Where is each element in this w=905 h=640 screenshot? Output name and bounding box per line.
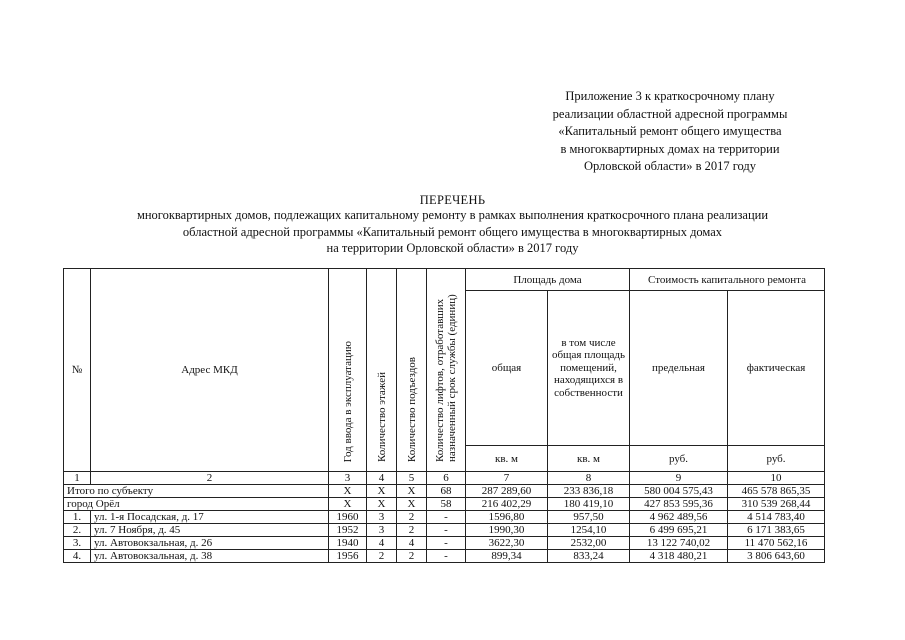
row-cost-actual: 3 806 643,60 xyxy=(728,550,825,563)
table-row xyxy=(64,537,825,550)
row-year: 1956 xyxy=(329,550,367,563)
row-cost-actual: 4 514 783,40 xyxy=(728,511,825,524)
col-number: 7 xyxy=(466,472,548,485)
total-row xyxy=(64,485,825,498)
appendix-line: Приложение 3 к краткосрочному плану xyxy=(565,89,775,103)
document-title: ПЕРЕЧЕНЬ xyxy=(419,193,486,207)
row-year: 1940 xyxy=(329,537,367,550)
city-label: город Орёл xyxy=(64,498,329,511)
row-area-total: 1596,80 xyxy=(466,511,548,524)
appendix-line: реализации областной адресной программы xyxy=(552,106,788,121)
row-address: ул. 7 Ноября, д. 45 xyxy=(91,524,329,537)
city-total-row xyxy=(64,498,825,511)
header-num: № xyxy=(64,269,91,472)
unit-area-total: кв. м xyxy=(466,446,548,472)
header-address: Адрес МКД xyxy=(91,269,329,472)
subtitle-line: многоквартирных домов, подлежащих капитальному ремонту в рамках выполнения краткосрочного плана реализации xyxy=(136,208,769,222)
col-number: 9 xyxy=(630,472,728,485)
row-floors: 3 xyxy=(367,524,397,537)
total-cost-max: 580 004 575,43 xyxy=(630,485,728,498)
subtitle-line: областной адресной программы «Капитальный ремонт общего имущества в многоквартирных домах xyxy=(182,224,723,239)
header-cost-group: Стоимость капитального ремонта xyxy=(630,269,825,291)
row-lifts: - xyxy=(427,511,466,524)
total-label: Итого по субъекту xyxy=(64,485,329,498)
city-entrances: Х xyxy=(397,498,427,511)
row-address: ул. Автовокзальная, д. 26 xyxy=(91,537,329,550)
houses-table xyxy=(63,268,825,563)
row-area-owned: 1254,10 xyxy=(548,524,630,537)
row-address: ул. 1-я Посадская, д. 17 xyxy=(91,511,329,524)
col-number: 3 xyxy=(329,472,367,485)
total-entrances: Х xyxy=(397,485,427,498)
row-cost-max: 13 122 740,02 xyxy=(630,537,728,550)
row-area-owned: 2532,00 xyxy=(548,537,630,550)
table-row xyxy=(64,550,825,563)
table-row xyxy=(64,511,825,524)
row-lifts: - xyxy=(427,537,466,550)
unit-cost-max: руб. xyxy=(630,446,728,472)
header-area-total: общая xyxy=(466,291,548,446)
total-year: Х xyxy=(329,485,367,498)
row-area-owned: 957,50 xyxy=(548,511,630,524)
row-cost-max: 4 962 489,56 xyxy=(630,511,728,524)
document-subtitle xyxy=(40,207,865,257)
total-cost-actual: 465 578 865,35 xyxy=(728,485,825,498)
column-numbers-row xyxy=(64,472,825,485)
col-number: 2 xyxy=(91,472,329,485)
header-row-1 xyxy=(64,269,825,291)
city-cost-max: 427 853 595,36 xyxy=(630,498,728,511)
header-lifts xyxy=(427,269,466,472)
row-cost-max: 6 499 695,21 xyxy=(630,524,728,537)
row-num: 4. xyxy=(64,550,91,563)
appendix-line: в многоквартирных домах на территории xyxy=(560,141,780,156)
col-number: 8 xyxy=(548,472,630,485)
row-area-total: 899,34 xyxy=(466,550,548,563)
city-year: Х xyxy=(329,498,367,511)
appendix-line: Орловской области» в 2017 году xyxy=(583,159,757,173)
header-floors xyxy=(367,269,397,472)
table-row xyxy=(64,524,825,537)
col-number: 10 xyxy=(728,472,825,485)
header-entrances-label: Количество подъездов xyxy=(405,356,418,462)
row-entrances: 4 xyxy=(397,537,427,550)
total-lifts: 68 xyxy=(427,485,466,498)
header-entrances xyxy=(397,269,427,472)
row-entrances: 2 xyxy=(397,524,427,537)
appendix-line: «Капитальный ремонт общего имущества xyxy=(558,124,782,138)
row-num: 3. xyxy=(64,537,91,550)
row-cost-actual: 11 470 562,16 xyxy=(728,537,825,550)
appendix-note xyxy=(520,88,820,176)
header-lifts-label: Количество лифтов, отработавших назначенный срок службы (единиц) xyxy=(434,294,458,462)
col-number: 4 xyxy=(367,472,397,485)
row-floors: 4 xyxy=(367,537,397,550)
unit-cost-actual: руб. xyxy=(728,446,825,472)
row-entrances: 2 xyxy=(397,511,427,524)
row-year: 1960 xyxy=(329,511,367,524)
header-cost-actual: фактическая xyxy=(728,291,825,446)
row-lifts: - xyxy=(427,550,466,563)
row-floors: 3 xyxy=(367,511,397,524)
header-area-group: Площадь дома xyxy=(466,269,630,291)
row-floors: 2 xyxy=(367,550,397,563)
city-cost-actual: 310 539 268,44 xyxy=(728,498,825,511)
unit-area-owned: кв. м xyxy=(548,446,630,472)
total-area-owned: 233 836,18 xyxy=(548,485,630,498)
subtitle-line: на территории Орловской области» в 2017 году xyxy=(326,241,579,255)
total-floors: Х xyxy=(367,485,397,498)
col-number: 6 xyxy=(427,472,466,485)
row-num: 1. xyxy=(64,511,91,524)
header-floors-label: Количество этажей xyxy=(375,371,388,462)
row-cost-actual: 6 171 383,65 xyxy=(728,524,825,537)
col-number: 5 xyxy=(397,472,427,485)
header-cost-max: предельная xyxy=(630,291,728,446)
row-lifts: - xyxy=(427,524,466,537)
city-floors: Х xyxy=(367,498,397,511)
header-year xyxy=(329,269,367,472)
city-lifts: 58 xyxy=(427,498,466,511)
row-entrances: 2 xyxy=(397,550,427,563)
row-area-total: 1990,30 xyxy=(466,524,548,537)
row-cost-max: 4 318 480,21 xyxy=(630,550,728,563)
row-year: 1952 xyxy=(329,524,367,537)
row-num: 2. xyxy=(64,524,91,537)
row-address: ул. Автовокзальная, д. 38 xyxy=(91,550,329,563)
row-area-owned: 833,24 xyxy=(548,550,630,563)
header-area-owned: в том числе общая площадь помещений, находящихся в собственности xyxy=(548,291,630,446)
city-area-owned: 180 419,10 xyxy=(548,498,630,511)
header-year-label: Год ввода в эксплуатацию xyxy=(341,340,354,462)
row-area-total: 3622,30 xyxy=(466,537,548,550)
col-number: 1 xyxy=(64,472,91,485)
city-area-total: 216 402,29 xyxy=(466,498,548,511)
total-area-total: 287 289,60 xyxy=(466,485,548,498)
